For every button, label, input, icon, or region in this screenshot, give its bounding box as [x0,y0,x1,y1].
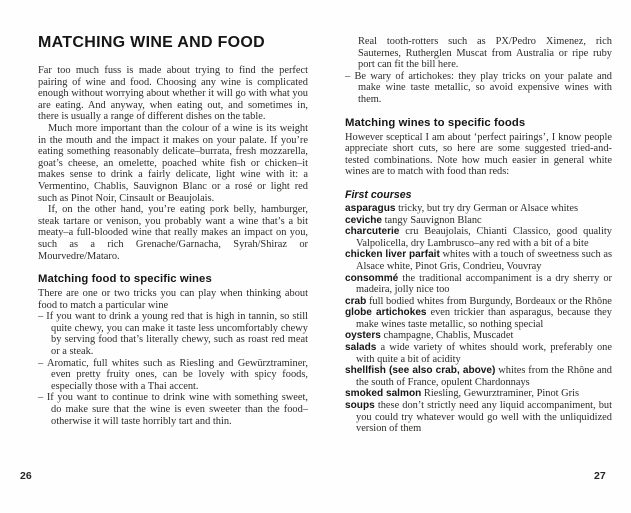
food-term: soups [345,400,375,412]
list-item [38,358,308,393]
tips-list [345,71,612,106]
list-heading: First courses [345,188,412,201]
page-title: MATCHING WINE AND FOOD [38,34,266,51]
food-entry [345,273,612,296]
page-number: 26 [20,470,32,482]
list-item [38,392,308,427]
food-description: cru Beaujolais, Chianti Classico, good quality Valpolicella, dry Lambrusco–any red with a bit of a bite [356,226,612,249]
paragraph: Far too much fuss is made about trying to find the perfect pairing of wine and food. Choosing any wine is complicated enough without worrying about whether it will go with what you are eating. And anyway, when eating out, and sometimes in, there is usually a range of different dishes on the table. [38,65,308,123]
food-description: even trickier than asparagus, because they make wines taste metallic, so nothing special [356,307,612,330]
food-term: asparagus [345,202,396,214]
food-entry [345,226,612,249]
right-page [345,0,612,513]
food-description: whites from the Rhône and the south of France, opulent Chardonnays [356,365,612,388]
food-term: consommé [345,272,399,284]
food-entry [345,365,612,388]
food-description: whites with a touch of sweetness such as Alsace white, Pinot Gris, Condrieu, Vouvray [356,249,612,272]
bullet-dash: – [345,70,351,82]
food-term: chicken liver parfait [345,249,440,261]
paragraph: If, on the other hand, you’re eating pork belly, hamburger, steak tartare or venison, you probably want a wine that’s a bit meaty–a full-blooded wine that really makes an impact on you, such as a rich Grenache/Garnacha, Syrah/Shiraz or Mourvedre/Mataro. [38,204,308,262]
food-term: charcuterie [345,226,400,238]
food-description: champagne, Chablis, Muscadet [383,330,514,342]
section-intro: There are one or two tricks you can play when thinking about food to match a particular wine [38,288,308,311]
food-entry [345,342,612,365]
food-description: the traditional accompaniment is a dry sherry or madeira, jolly nice too [356,272,612,296]
food-entry [345,203,612,215]
food-entry [345,388,612,400]
list-item-text: Aromatic, full whites such as Riesling and Gewürztraminer, even pretty fruity ones, can be lovely with spicy foods, especially those with a Thai accent. [46,357,309,392]
tips-list [38,311,308,427]
food-entry [345,215,612,227]
food-term: smoked salmon [345,388,422,400]
food-description: these don’t strictly need any liquid accompaniment, but you could try whatever would go well with the unliquidized version of them [356,400,612,435]
section-heading: Matching food to specific wines [38,273,212,286]
list-item-text: Be wary of artichokes: they play tricks on your palate and make wine taste metallic, so avoid expensive wines with them. [354,70,612,105]
list-item [38,311,308,357]
paragraph: Much more important than the colour of a wine is its weight in the mouth and the impact it makes on your palate. If you’re eating something reasonably delicate–burrata, fresh mozzarella, goat’s cheese, an omelette, poached white fish or chicken–it makes sense to drink a fairly delicate, light wine with it: a Vermentino, Chablis, Sauvignon Blanc or a rosé or light red such as Pinot Noir, Cinsault or Beaujolais. [38,122,308,204]
food-term: oysters [345,330,381,342]
continuation-paragraph: Real tooth-rotters such as PX/Pedro Ximenez, rich Sauternes, Rutherglen Muscat from Australia or ripe ruby port can fit the bill here. [358,36,612,71]
list-item-text: If you want to continue to drink wine with something sweet, do make sure that the wine is even sweeter than the food–otherwise it will taste horribly tart and thin. [46,392,308,427]
food-entry [345,307,612,330]
food-term: globe artichokes [345,307,427,319]
food-description: Riesling, Gewurztraminer, Pinot Gris [423,388,580,400]
food-entry [345,330,612,342]
food-pairing-list [345,203,612,435]
food-description: full bodied whites from Burgundy, Bordeaux or the Rhône [368,295,612,307]
food-entry [345,400,612,435]
food-term: ceviche [345,214,383,226]
food-entry [345,249,612,272]
food-entry [345,296,612,308]
list-item-text: If you want to drink a young red that is high in tannin, so still quite chewy, you can make it taste less uncomfortably chewy by serving food that’s literally chewy, such as roast red meat or a steak. [46,311,308,358]
page-number: 27 [594,470,606,482]
food-description: tricky, but try dry German or Alsace whites [398,202,579,214]
food-term: crab [345,295,367,307]
food-term: shellfish (see also crab, above) [345,365,496,377]
list-item [345,71,612,106]
bullet-dash: – [38,311,44,323]
food-term: salads [345,342,377,354]
bullet-dash: – [38,392,44,404]
food-description: tangy Sauvignon Blanc [384,214,482,226]
section-intro: However sceptical I am about ‘perfect pairings’, I know people appreciate short cuts, so here are some suggested tried-and-tested combinations. Note how much easier in general white wines are to match with food than reds: [345,131,612,178]
food-description: a wide variety of whites should work, preferably one with quite a bit of acidity [356,342,612,365]
section-heading: Matching wines to specific foods [345,116,526,129]
bullet-dash: – [38,357,44,369]
left-page [38,0,308,513]
